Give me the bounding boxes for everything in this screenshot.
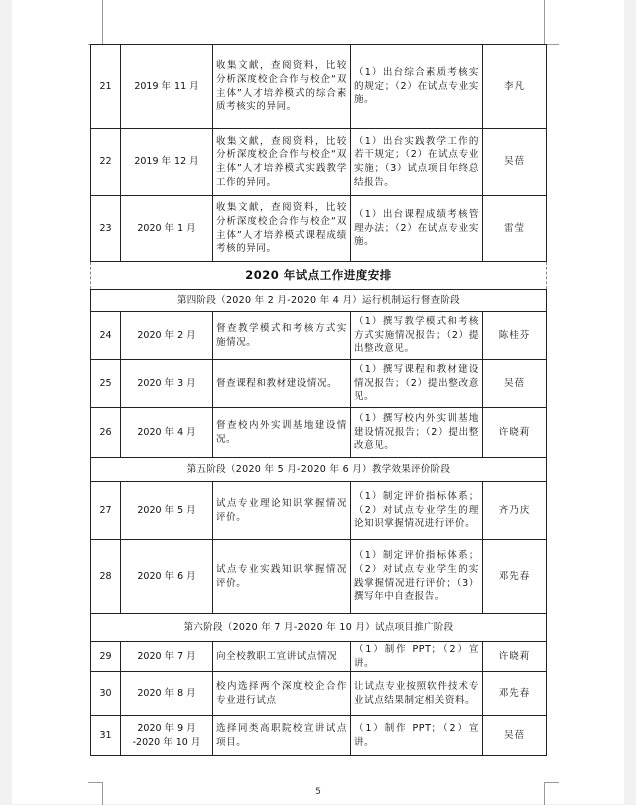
row-person: 许晓莉 [483,408,547,458]
row-person: 邓先春 [483,540,547,614]
table-row [91,196,547,262]
row-task: 试点专业实践知识掌握情况评价。 [213,540,351,614]
row-task: 督查校内外实训基地建设情况。 [213,408,351,458]
table-row [91,45,547,129]
row-task: 向全校教职工宣讲试点情况 [213,642,351,672]
row-output: 让试点专业按照软件技术专业试点结果制定相关资料。 [351,672,483,716]
row-date: 2020 年 4 月 [121,408,213,458]
row-person: 雷莹 [483,196,547,262]
row-person: 吴蓓 [483,360,547,408]
table-row [91,360,547,408]
row-output: （1）制定评价指标体系；（2）对试点专业学生的实践掌握情况进行评价；（3）撰写年中自查报告。 [351,540,483,614]
row-number: 30 [91,672,121,716]
phase-row [91,614,547,642]
section-title-row [91,262,547,290]
table-row [91,716,547,756]
row-task: 试点专业理论知识掌握情况评价。 [213,482,351,540]
row-output: （1）制定评价指标体系；（2）对试点专业学生的理论知识掌握情况进行评价。 [351,482,483,540]
row-task: 督查教学模式和考核方式实施情况。 [213,312,351,360]
row-number: 29 [91,642,121,672]
row-date: 2019 年 12 月 [121,129,213,196]
row-output: （1）撰写校内外实训基地建设情况报告；（2）提出整改意见。 [351,408,483,458]
table-row [91,540,547,614]
row-person: 吴蓓 [483,716,547,756]
row-date: 2020 年 7 月 [121,642,213,672]
row-number: 23 [91,196,121,262]
table-row [91,642,547,672]
row-number: 24 [91,312,121,360]
table-row [91,129,547,196]
row-output: （1）制作 PPT；（2）宣讲。 [351,716,483,756]
row-number: 28 [91,540,121,614]
row-person: 吴蓓 [483,129,547,196]
row-number: 25 [91,360,121,408]
phase-6-label: 第六阶段（2020 年 7 月-2020 年 10 月）试点项目推广阶段 [91,614,547,642]
row-number: 31 [91,716,121,756]
row-output: （1）出台课程成绩考核管理办法；（2）在试点专业实施。 [351,196,483,262]
row-output: （1）撰写教学模式和考核方式实施情况报告；（2）提出整改意见。 [351,312,483,360]
row-date: 2020 年 1 月 [121,196,213,262]
row-person: 齐乃庆 [483,482,547,540]
table-row [91,312,547,360]
row-task: 收集文献，查阅资料，比较分析深度校企合作与校企“双主体”人才培养模式实践教学工作的异同。 [213,129,351,196]
row-output: （1）撰写课程和教材建设情况报告；（2）提出整改意见。 [351,360,483,408]
row-task: 校内选择两个深度校企合作专业进行试点 [213,672,351,716]
row-task: 收集文献，查阅资料，比较分析深度校企合作与校企“双主体”人才培养模式课程成绩考核的异同。 [213,196,351,262]
row-person: 陈桂芬 [483,312,547,360]
table-row [91,482,547,540]
row-date: 2020 年 6 月 [121,540,213,614]
page-number: 5 [315,787,321,797]
row-date: 2020 年 5 月 [121,482,213,540]
row-date: 2020 年 3 月 [121,360,213,408]
document-page [12,0,624,804]
row-person: 许晓莉 [483,642,547,672]
phase-5-label: 第五阶段（2020 年 5 月-2020 年 6 月）教学效果评价阶段 [91,458,547,482]
row-number: 27 [91,482,121,540]
row-date: 2020 年 9 月 -2020 年 10 月 [121,716,213,756]
row-number: 26 [91,408,121,458]
table-row [91,672,547,716]
crop-mark-top-left [88,0,103,45]
section-title: 2020 年试点工作进度安排 [91,262,547,290]
schedule-table [90,44,547,756]
row-number: 22 [91,129,121,196]
row-task: 收集文献，查阅资料，比较分析深度校企合作与校企“双主体”人才培养模式的综合素质考核实的异同。 [213,45,351,129]
phase-row [91,458,547,482]
table-row [91,408,547,458]
phase-4-label: 第四阶段（2020 年 2 月-2020 年 4 月）运行机制运行督查阶段 [91,290,547,312]
crop-mark-top-right [544,0,559,45]
row-person: 李凡 [483,45,547,129]
row-task: 督查课程和教材建设情况。 [213,360,351,408]
row-output: （1）制作 PPT；（2）宣讲。 [351,642,483,672]
row-date: 2020 年 2 月 [121,312,213,360]
row-output: （1）出台实践教学工作的若干规定；（2）在试点专业实施；（3）试点项目年终总结报告。 [351,129,483,196]
row-task: 选择同类高职院校宣讲试点项目。 [213,716,351,756]
row-number: 21 [91,45,121,129]
row-date: 2019 年 11 月 [121,45,213,129]
row-output: （1）出台综合素质考核实的规定；（2）在试点专业实施。 [351,45,483,129]
phase-row [91,290,547,312]
row-date: 2020 年 8 月 [121,672,213,716]
row-person: 邓先春 [483,672,547,716]
